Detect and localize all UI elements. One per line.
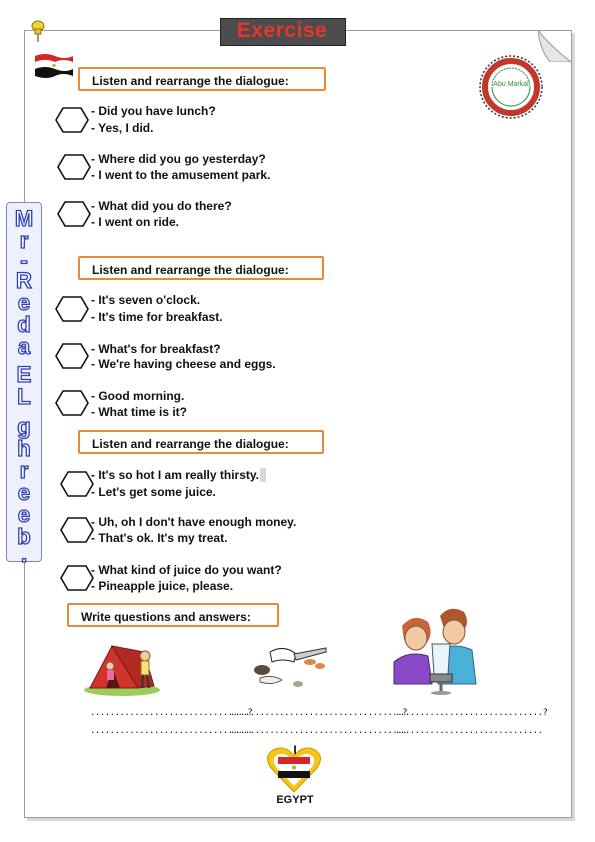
answer-box-hexagon[interactable] <box>55 390 89 416</box>
dialogue-line-text: - It's so hot I am really thirsty. <box>91 468 260 482</box>
dialogue-line: - What kind of juice do you want? <box>91 563 282 577</box>
banner-letter: g <box>17 414 31 439</box>
pushpin-icon <box>30 20 46 42</box>
banner-letter: - <box>20 248 28 273</box>
exercise-title-tab <box>220 18 348 46</box>
dialogue-line <box>91 468 266 482</box>
side-banner <box>6 202 42 567</box>
banner-letter: e <box>17 480 31 505</box>
section-heading-write: Write questions and answers: <box>67 603 279 627</box>
answer-blank[interactable]: .................................... <box>230 726 408 736</box>
banner-letter: r <box>19 458 29 483</box>
dialogue-line: - Good morning. <box>91 389 185 403</box>
answer-box-hexagon[interactable] <box>57 154 91 180</box>
answer-blank[interactable]: ................................. <box>90 726 253 736</box>
answer-box-hexagon[interactable] <box>55 343 89 369</box>
dialogue-line: - It's seven o'clock. <box>91 293 201 307</box>
dialogue-line: - That's ok. It's my treat. <box>91 531 228 545</box>
egypt-flag-icon <box>33 52 75 80</box>
section-heading-3: Listen and rearrange the dialogue: <box>78 430 324 454</box>
heart-letter: I <box>293 743 297 757</box>
answer-blank[interactable]: .............................. <box>395 726 543 736</box>
banner-letter: r <box>19 228 29 253</box>
dialogue-line: - What's for breakfast? <box>91 342 221 356</box>
answer-box-hexagon[interactable] <box>60 517 94 543</box>
dialogue-line: - Did you have lunch? <box>91 104 216 118</box>
children-juice-blender-illustration <box>388 604 498 696</box>
section-heading-1: Listen and rearrange the dialogue: <box>78 67 326 91</box>
chopping-food-illustration <box>250 632 330 692</box>
banner-letter: d <box>17 312 31 337</box>
camping-tent-illustration <box>82 632 164 698</box>
page-title: Exercise <box>236 19 328 42</box>
banner-letter: M <box>14 206 34 231</box>
footer-caption: EGYPT <box>276 794 314 806</box>
banner-letter: . <box>20 542 28 567</box>
dialogue-line: - I went to the amusement park. <box>91 168 271 182</box>
dialogue-line: - What time is it? <box>91 405 187 419</box>
answer-box-hexagon[interactable] <box>55 107 89 133</box>
banner-letter: R <box>16 268 32 293</box>
banner-letter: h <box>17 436 31 461</box>
banner-letter: L <box>17 384 31 409</box>
dialogue-line: - Pineapple juice, please. <box>91 579 234 593</box>
dialogue-line: - What did you do there? <box>91 199 232 213</box>
dialogue-line: - It's time for breakfast. <box>91 310 223 324</box>
banner-letter: a <box>17 334 31 359</box>
dialogue-line: - I went on ride. <box>91 215 180 229</box>
dialogue-line: - Let's get some juice. <box>91 485 216 499</box>
dialogue-line: - We're having cheese and eggs. <box>91 357 276 371</box>
banner-letter: e <box>17 502 31 527</box>
answer-box-hexagon[interactable] <box>60 565 94 591</box>
banner-letter: e <box>17 290 31 315</box>
dialogue-line: - Yes, I did. <box>91 121 154 135</box>
worksheet-page <box>24 30 572 818</box>
teacher-stamp <box>478 54 544 120</box>
question-blank[interactable]: ...................................? <box>230 708 408 718</box>
answer-box-hexagon[interactable] <box>57 201 91 227</box>
banner-letter: E <box>16 362 32 387</box>
banner-letter: b <box>17 524 31 549</box>
question-blank[interactable]: ................................? <box>90 708 253 718</box>
section-heading-2: Listen and rearrange the dialogue: <box>78 256 324 280</box>
dialogue-line: - Where did you go yesterday? <box>91 152 266 166</box>
dialogue-line: - Uh, oh I don't have enough money. <box>91 515 297 529</box>
question-blank[interactable]: ..............................? <box>395 708 548 718</box>
text-cursor-mark <box>260 468 266 482</box>
answer-box-hexagon[interactable] <box>55 296 89 322</box>
answer-box-hexagon[interactable] <box>60 471 94 497</box>
stamp-inner-text: Abu Markal <box>493 81 529 88</box>
